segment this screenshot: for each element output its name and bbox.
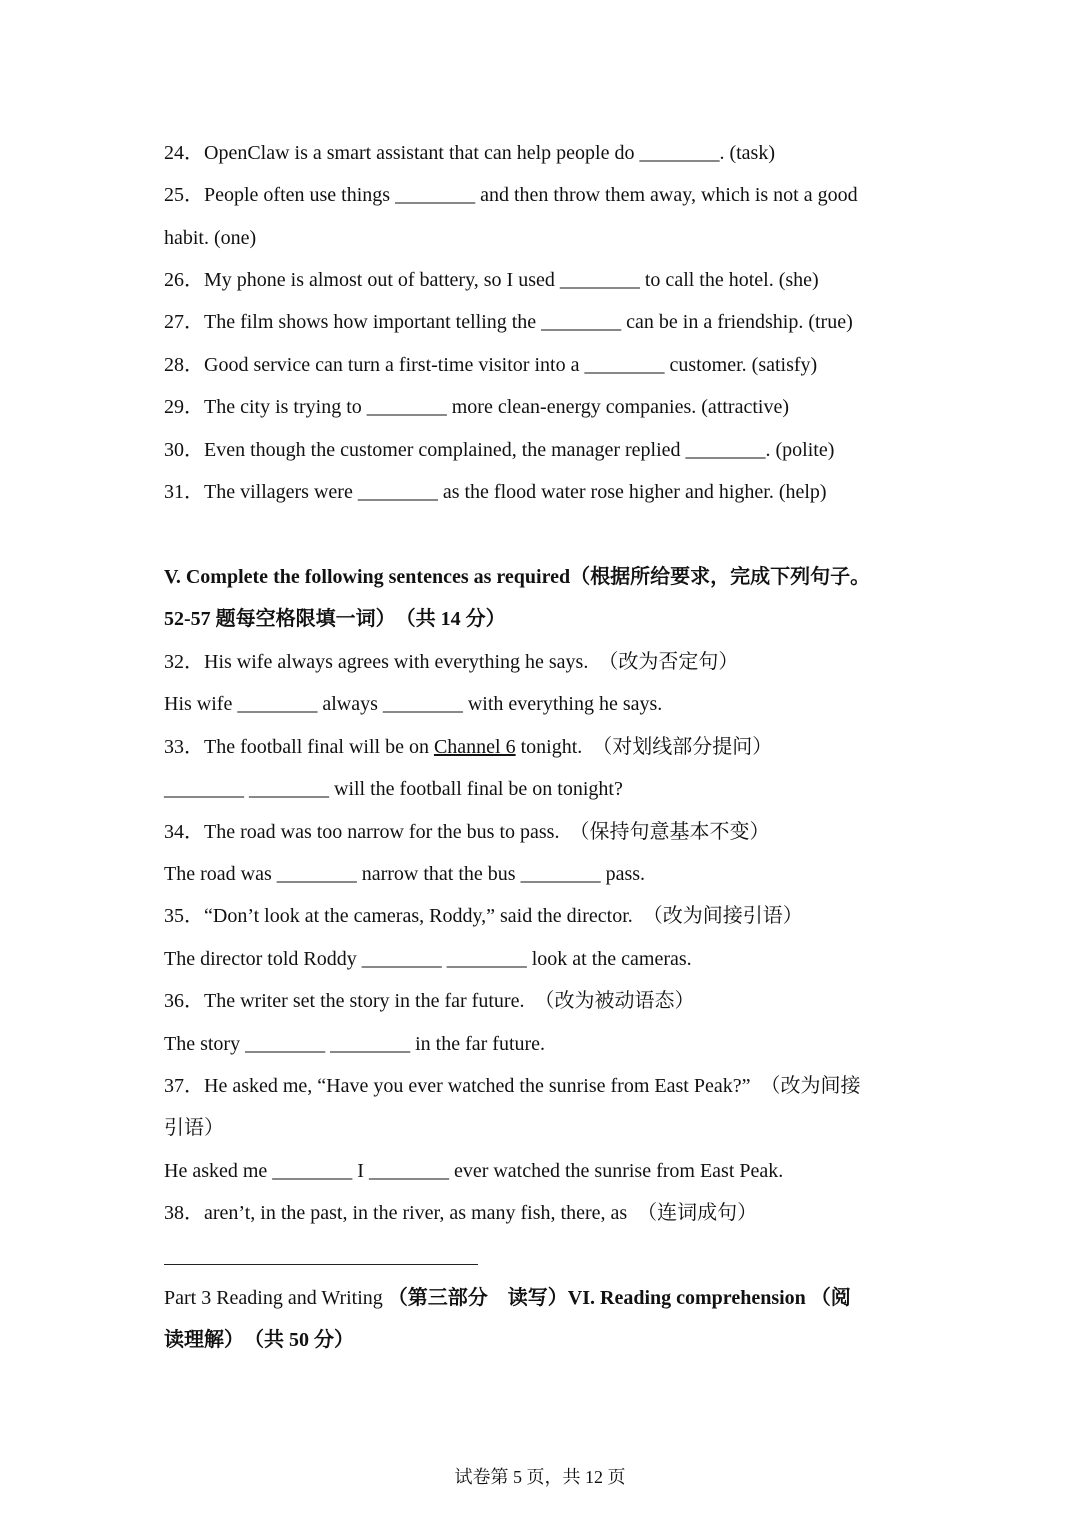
section-v-heading-line1: V. Complete the following sentences as required（根据所给要求，完成下列句子。 xyxy=(164,566,871,588)
question-35: 35．“Don’t look at the cameras, Roddy,” said the director. （改为间接引语） xyxy=(164,905,803,927)
question-32-answer: His wife ________ always ________ with everything he says. xyxy=(164,693,663,715)
question-33 xyxy=(164,735,772,759)
question-33-suffix: tonight. （对划线部分提问） xyxy=(515,736,773,758)
question-38-answer-line xyxy=(164,1264,478,1265)
question-30: 30．Even though the customer complained, the manager replied ________. (polite) xyxy=(164,439,835,461)
question-25-line1: 25．People often use things ________ and then throw them away, which is not a good xyxy=(164,184,858,206)
part3-heading-line2: 读理解） （共 50 分） xyxy=(164,1329,354,1351)
question-34: 34．The road was too narrow for the bus to pass. （保持句意基本不变） xyxy=(164,821,770,843)
question-32: 32．His wife always agrees with everything he says. （改为否定句） xyxy=(164,651,739,673)
question-25-line2: habit. (one) xyxy=(164,227,257,249)
question-37-line1: 37．He asked me, “Have you ever watched the sunrise from East Peak?” （改为间接 xyxy=(164,1075,861,1097)
part3-title: （第三部分 读写）VI. Reading comprehension （阅 xyxy=(387,1287,851,1309)
question-33-answer: ________ ________ will the football final be on tonight? xyxy=(164,778,623,800)
question-28: 28．Good service can turn a first-time visitor into a ________ customer. (satisfy) xyxy=(164,354,818,376)
question-31: 31．The villagers were ________ as the flood water rose higher and higher. (help) xyxy=(164,481,827,503)
question-38: 38．aren’t, in the past, in the river, as many fish, there, as （连词成句） xyxy=(164,1202,758,1224)
question-24: 24．OpenClaw is a smart assistant that can help people do ________. (task) xyxy=(164,142,775,164)
question-37-line2: 引语） xyxy=(164,1117,224,1139)
question-33-prefix: 33．The football final will be on xyxy=(164,736,434,758)
question-33-underlined: Channel 6 xyxy=(433,736,516,758)
question-34-answer: The road was ________ narrow that the bus ________ pass. xyxy=(164,863,646,885)
question-36: 36．The writer set the story in the far future. （改为被动语态） xyxy=(164,990,695,1012)
page-footer: 试卷第 5 页，共 12 页 xyxy=(454,1467,626,1487)
part3-heading-line1 xyxy=(164,1286,851,1310)
question-27: 27．The film shows how important telling the ________ can be in a friendship. (true) xyxy=(164,311,853,333)
section-v-heading-line2: 52-57 题每空格限填一词） （共 14 分） xyxy=(164,608,506,630)
question-36-answer: The story ________ ________ in the far future. xyxy=(164,1033,546,1055)
question-35-answer: The director told Roddy ________ ________ look at the cameras. xyxy=(164,948,692,970)
question-26: 26．My phone is almost out of battery, so I used ________ to call the hotel. (she) xyxy=(164,269,819,291)
part3-label: Part 3 Reading and Writing xyxy=(164,1287,388,1309)
question-37-answer: He asked me ________ I ________ ever watched the sunrise from East Peak. xyxy=(164,1160,784,1182)
question-29: 29．The city is trying to ________ more clean-energy companies. (attractive) xyxy=(164,396,789,418)
